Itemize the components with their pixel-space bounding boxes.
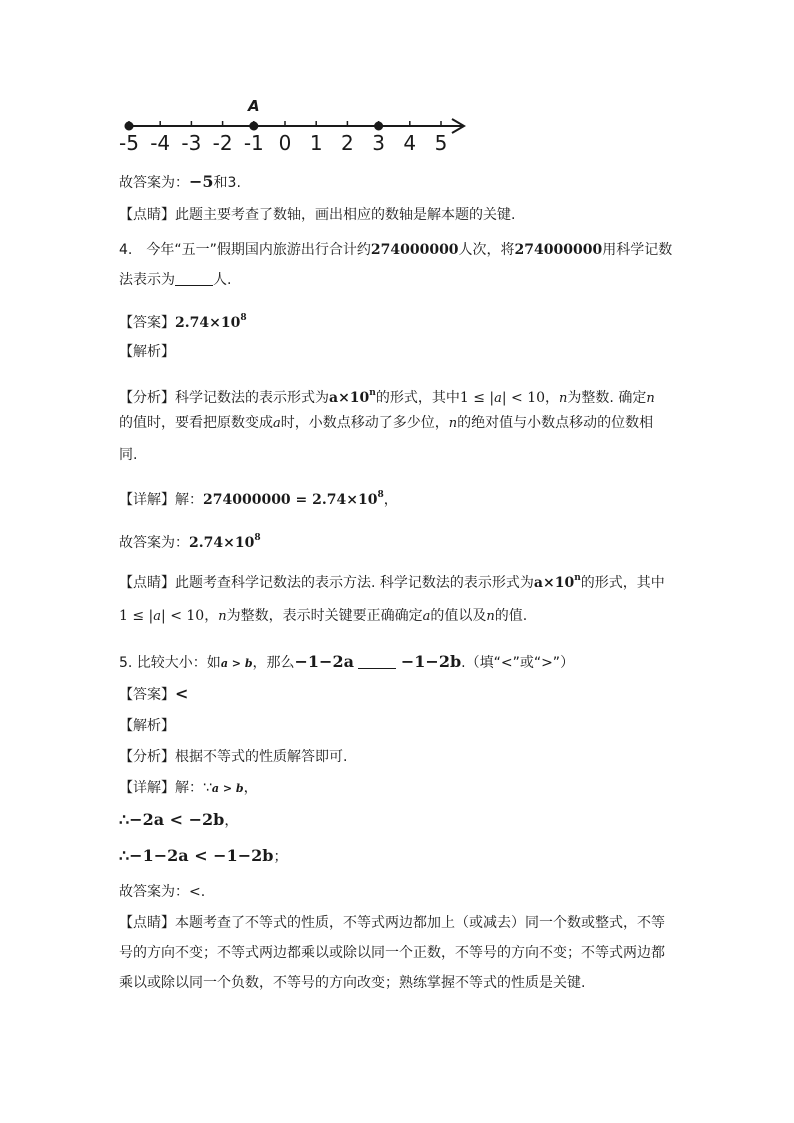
- q3-answer: [119, 172, 241, 193]
- text: 5. 比较大小：如: [119, 655, 221, 671]
- text: ，: [204, 608, 219, 624]
- tick-label: 2: [341, 131, 354, 155]
- inequality-left: 1 ≤: [459, 390, 490, 406]
- inequality-left: 1 ≤: [119, 608, 149, 624]
- q5-fenxi: 【分析】根据不等式的性质解答即可.: [119, 749, 348, 765]
- stem-text: 4. 今年“五一”假期国内旅游出行合计约: [119, 242, 371, 258]
- answer-value-b: 3.: [227, 175, 241, 191]
- text: ，: [224, 813, 239, 829]
- q4-stem-line1: [119, 240, 672, 260]
- number: 274000000: [370, 242, 459, 258]
- tick-label: -3: [181, 131, 202, 155]
- var-a: a: [273, 416, 281, 431]
- q5-comment-line2: 号的方向不变；不等式两边都乘以或除以同一个正数，不等号的方向不变；不等式两边都: [119, 945, 665, 961]
- formula-exponent: n: [369, 388, 376, 398]
- q5-comment-line1: 【点睛】本题考查了不等式的性质，不等式两边都加上（或减去）同一个数或整式，不等: [119, 915, 665, 931]
- q5-final: 故答案为：<.: [119, 884, 206, 900]
- text: ，: [383, 492, 398, 508]
- answer-blank: [175, 271, 213, 286]
- q5-answer: [119, 684, 188, 705]
- text: ，: [243, 780, 258, 796]
- tick-label: 1: [309, 131, 323, 155]
- var-n: n: [486, 609, 495, 624]
- tick-label: 5: [434, 131, 448, 155]
- var-n: n: [646, 391, 655, 406]
- step3-expr: ∴−1−2a < −1−2b: [119, 846, 274, 865]
- text: 的值以及: [430, 608, 487, 624]
- text: 的形式，其中: [375, 390, 460, 406]
- q4-fenxi-line1: [119, 383, 655, 409]
- formula: a×10: [329, 390, 370, 406]
- final-value: 2.74×10: [189, 535, 255, 551]
- inequality-right: < 10: [506, 390, 546, 406]
- text: .（填“<”或“>”）: [461, 655, 575, 671]
- answer-blank: [358, 654, 396, 669]
- q5-step2: [119, 810, 238, 831]
- text: 的绝对值与小数点移动的位数相: [457, 415, 654, 431]
- var-n: n: [448, 416, 458, 431]
- text: ，: [545, 390, 560, 406]
- tick-label: -4: [150, 131, 171, 155]
- inequality-var: a: [494, 391, 502, 406]
- q4-comment-line1: [119, 568, 665, 593]
- q4-fenxi-line2: [119, 413, 653, 434]
- tick-label: 0: [278, 131, 292, 155]
- detail-exponent: 8: [377, 490, 384, 500]
- answer-exponent: 8: [240, 313, 247, 323]
- tick-label: 4: [403, 131, 417, 155]
- inequality-right: < 10: [165, 608, 205, 624]
- expr-left: −1−2a: [294, 652, 354, 671]
- q4-detail: [119, 485, 398, 510]
- expr-right: −1−2b: [400, 652, 462, 671]
- q4-fenxi-line3: 同.: [119, 447, 138, 463]
- text: 时，小数点移动了多少位，: [280, 415, 449, 431]
- abs-open: |: [148, 608, 154, 624]
- tick-label: -5: [119, 131, 139, 155]
- text: 故答案为：: [119, 535, 189, 551]
- text: 为整数. 确定: [567, 390, 647, 406]
- text: 【点睛】此题考查科学记数法的表示方法. 科学记数法的表示形式为: [119, 575, 534, 591]
- abs-open: |: [489, 390, 495, 406]
- inequality-var: a: [153, 609, 162, 624]
- answer-label: 【答案】: [119, 687, 175, 703]
- text: 的值时，要看把原数变成: [119, 415, 273, 431]
- point-a-label: A: [248, 97, 260, 115]
- q3-comment: 【点睛】此题主要考查了数轴，画出相应的数轴是解本题的关键.: [119, 207, 516, 223]
- answer-value-a: −5: [189, 172, 214, 191]
- q5-detail: [119, 778, 258, 799]
- stem-text: 用科学记数: [602, 242, 673, 258]
- formula-exponent: n: [574, 573, 581, 583]
- var-n: n: [559, 391, 568, 406]
- stem-text: 人.: [213, 272, 232, 288]
- answer-value: 2.74×10: [175, 315, 241, 331]
- text: ，那么: [252, 655, 295, 671]
- marked-point: [249, 122, 258, 131]
- q4-answer: [119, 308, 247, 333]
- detail-equation: 274000000 = 2.74×10: [203, 492, 378, 508]
- abs-close: |: [501, 390, 507, 406]
- final-exponent: 8: [254, 533, 261, 543]
- tick-label: -1: [243, 131, 264, 155]
- answer-value: <: [175, 684, 189, 703]
- text: 【详解】解：: [119, 492, 203, 508]
- text: 的形式，其中: [580, 575, 665, 591]
- step2-expr: ∴−2a < −2b: [119, 810, 225, 829]
- q5-comment-line3: 乘以或除以同一个负数，不等号的方向改变；熟练掌握不等式的性质是关键.: [119, 975, 586, 991]
- answer-join: 和: [213, 175, 228, 191]
- text: ；: [273, 849, 288, 865]
- q5-step3: [119, 846, 287, 867]
- tick-label: 3: [372, 131, 385, 155]
- var-a: a: [422, 609, 431, 624]
- number-line-figure: [112, 95, 472, 155]
- answer-label: 【答案】: [119, 315, 175, 331]
- text: 【分析】科学记数法的表示形式为: [119, 390, 329, 406]
- q4-comment-line2: [119, 606, 527, 627]
- text: 的值.: [494, 608, 528, 624]
- answer-prefix: 故答案为：: [119, 175, 189, 191]
- condition: a > b: [220, 657, 253, 670]
- abs-close: |: [161, 608, 166, 624]
- q4-stem-line2: [119, 270, 231, 290]
- stem-text: 法表示为: [119, 272, 175, 288]
- text: 为整数，表示时关键要正确确定: [226, 608, 423, 624]
- marked-point: [374, 122, 383, 131]
- marked-point: [125, 122, 134, 131]
- formula: a×10: [533, 575, 575, 591]
- q4-final: [119, 528, 261, 553]
- tick-label: -2: [212, 131, 233, 155]
- q4-analysis-label: 【解析】: [119, 344, 175, 360]
- q5-stem: [119, 652, 574, 674]
- number: 274000000: [514, 242, 603, 258]
- var-n: n: [218, 609, 227, 624]
- stem-text: 人次，将: [458, 242, 515, 258]
- text: 【详解】解：∵: [119, 780, 212, 796]
- condition: a > b: [211, 782, 244, 795]
- q5-analysis-label: 【解析】: [119, 718, 175, 734]
